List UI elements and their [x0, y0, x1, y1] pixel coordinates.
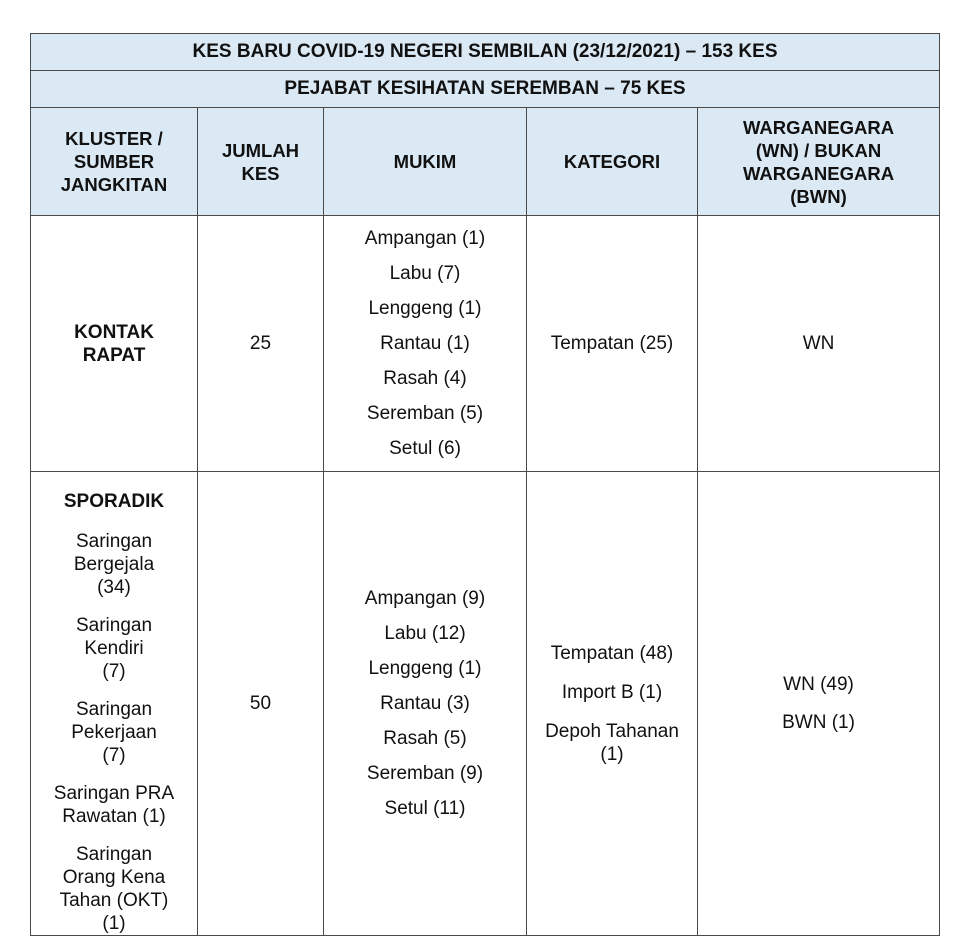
cluster-detail: Saringan Kendiri (7) — [75, 615, 153, 682]
kategori-item: Import B (1) — [561, 681, 663, 703]
header-row — [31, 108, 940, 216]
mukim-item: Labu (12) — [384, 623, 466, 644]
mukim-item: Lenggeng (1) — [368, 298, 482, 319]
wn-item: WN — [802, 333, 835, 354]
jumlah-cell: 50 — [198, 472, 324, 936]
mukim-cell — [324, 472, 527, 936]
kategori-item: Tempatan (48) — [550, 642, 674, 664]
header-cluster: KLUSTER / SUMBER JANGKITAN — [31, 108, 198, 216]
mukim-item: Ampangan (9) — [364, 588, 486, 609]
kategori-cell — [527, 216, 698, 472]
table-row — [31, 216, 940, 472]
wn-cell — [698, 216, 940, 472]
subtitle-row — [31, 71, 940, 108]
mukim-item: Rantau (1) — [380, 333, 470, 354]
cluster-detail: Saringan Bergejala (34) — [73, 531, 155, 598]
cluster-detail: Saringan Orang Kena Tahan (OKT) (1) — [59, 844, 169, 934]
kategori-item: Depoh Tahanan (1) — [545, 720, 679, 765]
table-subtitle: PEJABAT KESIHATAN SEREMBAN – 75 KES — [31, 71, 940, 108]
cluster-name: KONTAK RAPAT — [74, 321, 154, 366]
wn-item: WN (49) — [783, 674, 854, 695]
mukim-cell — [324, 216, 527, 472]
header-kategori: KATEGORI — [527, 108, 698, 216]
mukim-item: Seremban (5) — [366, 403, 484, 424]
cluster-detail: Saringan PRA Rawatan (1) — [53, 783, 175, 827]
mukim-item: Ampangan (1) — [364, 228, 486, 249]
header-jumlah: JUMLAH KES — [198, 108, 324, 216]
cluster-cell — [31, 472, 198, 936]
cluster-detail: Saringan Pekerjaan (7) — [71, 699, 157, 766]
mukim-item: Setul (6) — [389, 438, 461, 459]
mukim-item: Rantau (3) — [380, 693, 470, 714]
mukim-item: Lenggeng (1) — [368, 658, 482, 679]
header-wn: WARGANEGARA (WN) / BUKAN WARGANEGARA (BWN) — [698, 108, 940, 216]
cluster-name: SPORADIK — [63, 491, 165, 512]
cluster-cell — [31, 216, 198, 472]
table-title: KES BARU COVID-19 NEGERI SEMBILAN (23/12/2021) – 153 KES — [31, 34, 940, 71]
header-mukim: MUKIM — [324, 108, 527, 216]
mukim-item: Rasah (5) — [383, 728, 467, 749]
wn-item: BWN (1) — [782, 712, 855, 733]
mukim-item: Rasah (4) — [383, 368, 467, 389]
jumlah-cell: 25 — [198, 216, 324, 472]
table-row — [31, 472, 940, 936]
mukim-item: Labu (7) — [389, 263, 461, 284]
kategori-cell — [527, 472, 698, 936]
wn-cell — [698, 472, 940, 936]
covid-cases-table — [30, 33, 940, 936]
mukim-item: Setul (11) — [384, 798, 466, 819]
mukim-item: Seremban (9) — [366, 763, 484, 784]
title-row — [31, 34, 940, 71]
kategori-item: Tempatan (25) — [550, 333, 674, 354]
